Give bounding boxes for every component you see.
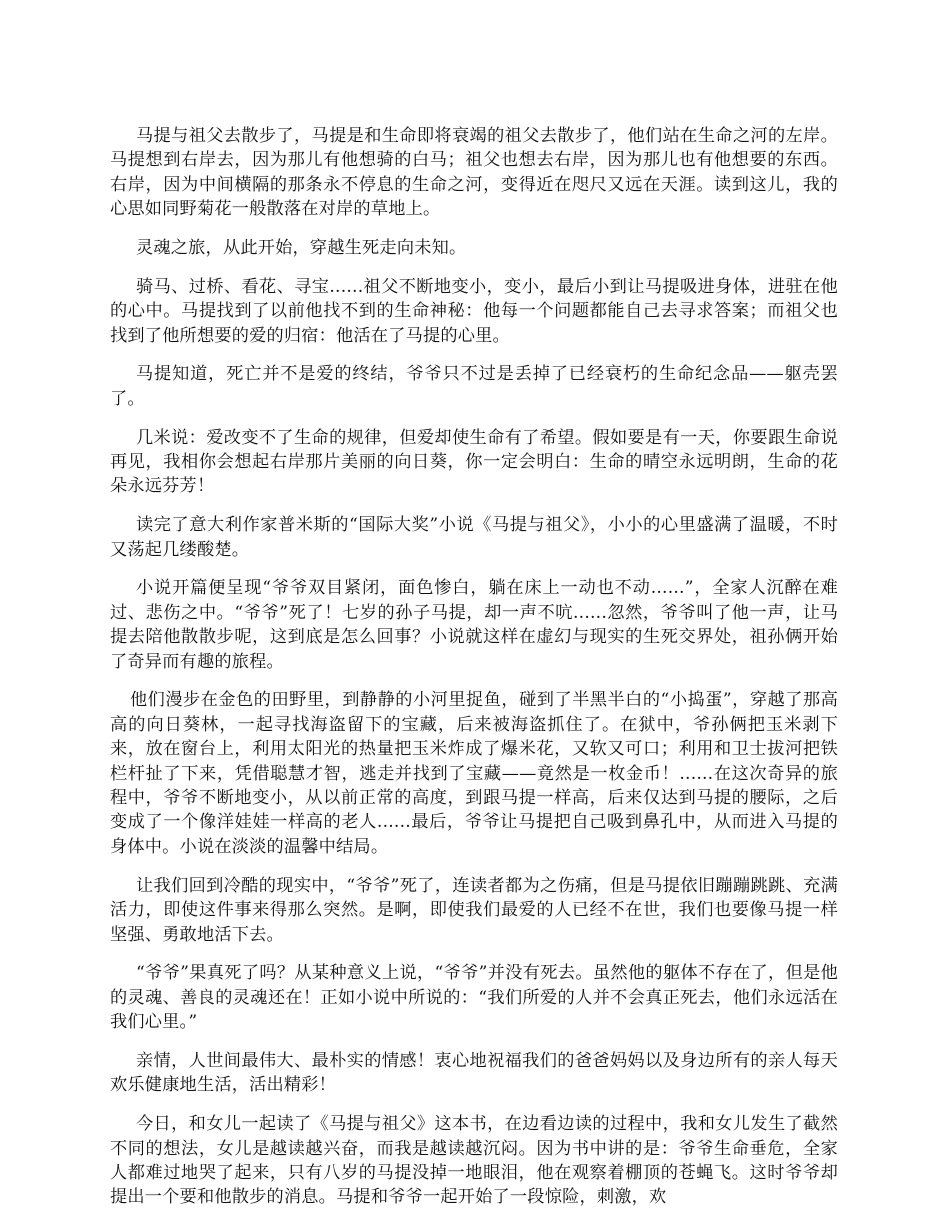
paragraph-3: 骑马、过桥、看花、寻宝......祖父不断地变小，变小，最后小到让马提吸进身体，进驻在他的心中。马提找到了以前他找不到的生命神秘：他每一个问题都能自己去寻求答案；而祖父也找到了他所想要的爱的归宿：他活在了马提的心里。 — [110, 276, 838, 346]
paragraph-1: 马提与祖父去散步了，马提是和生命即将衰竭的祖父去散步了，他们站在生命之河的左岸。马提想到右岸去，因为那儿有他想骑的白马；祖父也想去右岸，因为那儿也有他想要的东西。右岸，因为中间横隔的那条永不停息的生命之河，变得近在咫尺又远在天涯。读到这儿，我的心思如同野菊花一般散落在对岸的草地上。 — [110, 126, 838, 220]
paragraph-12: 今日，和女儿一起读了《马提与祖父》这本书，在边看边读的过程中，我和女儿发生了截然不同的想法，女儿是越读越兴奋，而我是越读越沉闷。因为书中讲的是：爷爷生命垂危，全家人都难过地哭了起来，只有八岁的马提没掉一地眼泪，他在观察着棚顶的苍蝇飞。这时爷爷却提出一个要和他散步的消息。马提和爷爷一起开始了一段惊险，刺激，欢 — [110, 1114, 838, 1208]
paragraph-7: 小说开篇便呈现“爷爷双目紧闭，面色惨白，躺在床上一动也不动......”，全家人沉醉在难过、悲伤之中。“爷爷”死了！七岁的孙子马提，却一声不吭......忽然，爷爷叫了他一声，让马提去陪他散散步呢，这到底是怎么回事？小说就这样在虚幻与现实的生死交界处，祖孙俩开始了奇异而有趣的旅程。 — [110, 578, 838, 672]
paragraph-11: 亲情，人世间最伟大、最朴实的情感！衷心地祝福我们的爸爸妈妈以及身边所有的亲人每天欢乐健康地生活，活出精彩！ — [110, 1050, 838, 1096]
paragraph-9: 让我们回到冷酷的现实中，“爷爷”死了，连读者都为之伤痛，但是马提依旧蹦蹦跳跳、充满活力，即使这件事来得那么突然。是啊，即使我们最爱的人已经不在世，我们也要像马提一样坚强、勇敢地活下去。 — [110, 875, 838, 945]
paragraph-2: 灵魂之旅，从此开始，穿越生死走向未知。 — [136, 238, 467, 259]
paragraph-4: 马提知道，死亡并不是爱的终结，爷爷只不过是丢掉了已经衰朽的生命纪念品——躯壳罢了。 — [110, 364, 838, 409]
document-body — [110, 124, 838, 1224]
paragraph-10: “爷爷”果真死了吗？从某种意义上说，“爷爷”并没有死去。虽然他的躯体不存在了，但是他的灵魂、善良的灵魂还在！正如小说中所说的：“我们所爱的人并不会真正死去，他们永远活在我们心里。” — [110, 963, 838, 1033]
paragraph-5: 几米说：爱改变不了生命的规律，但爱却使生命有了希望。假如要是有一天，你要跟生命说再见，我相你会想起右岸那片美丽的向日葵，你一定会明白：生命的晴空永远明朗，生命的花朵永远芬芳！ — [110, 427, 838, 497]
paragraph-6: 读完了意大利作家普米斯的“国际大奖”小说《马提与祖父》，小小的心里盛满了温暖，不时又荡起几缕酸楚。 — [110, 515, 838, 560]
paragraph-8: 他们漫步在金色的田野里，到静静的小河里捉鱼，碰到了半黑半白的“小捣蛋”，穿越了那高高的向日葵林，一起寻找海盗留下的宝藏，后来被海盗抓住了。在狱中，爷孙俩把玉米剥下来，放在窗台上，利用太阳光的热量把玉米炸成了爆米花，又软又可口；利用和卫士拔河把铁栏杆扯了下来，凭借聪慧才智，逃走并找到了宝藏——竟然是一枚金币！......在这次奇异的旅程中，爷爷不断地变小，从以前正常的高度，到跟马提一样高，后来仅达到马提的腰际，之后变成了一个像洋娃娃一样高的老人......最后，爷爷让马提把自己吸到鼻孔中，从而进入马提的身体中。小说在淡淡的温馨中结局。 — [110, 690, 838, 857]
